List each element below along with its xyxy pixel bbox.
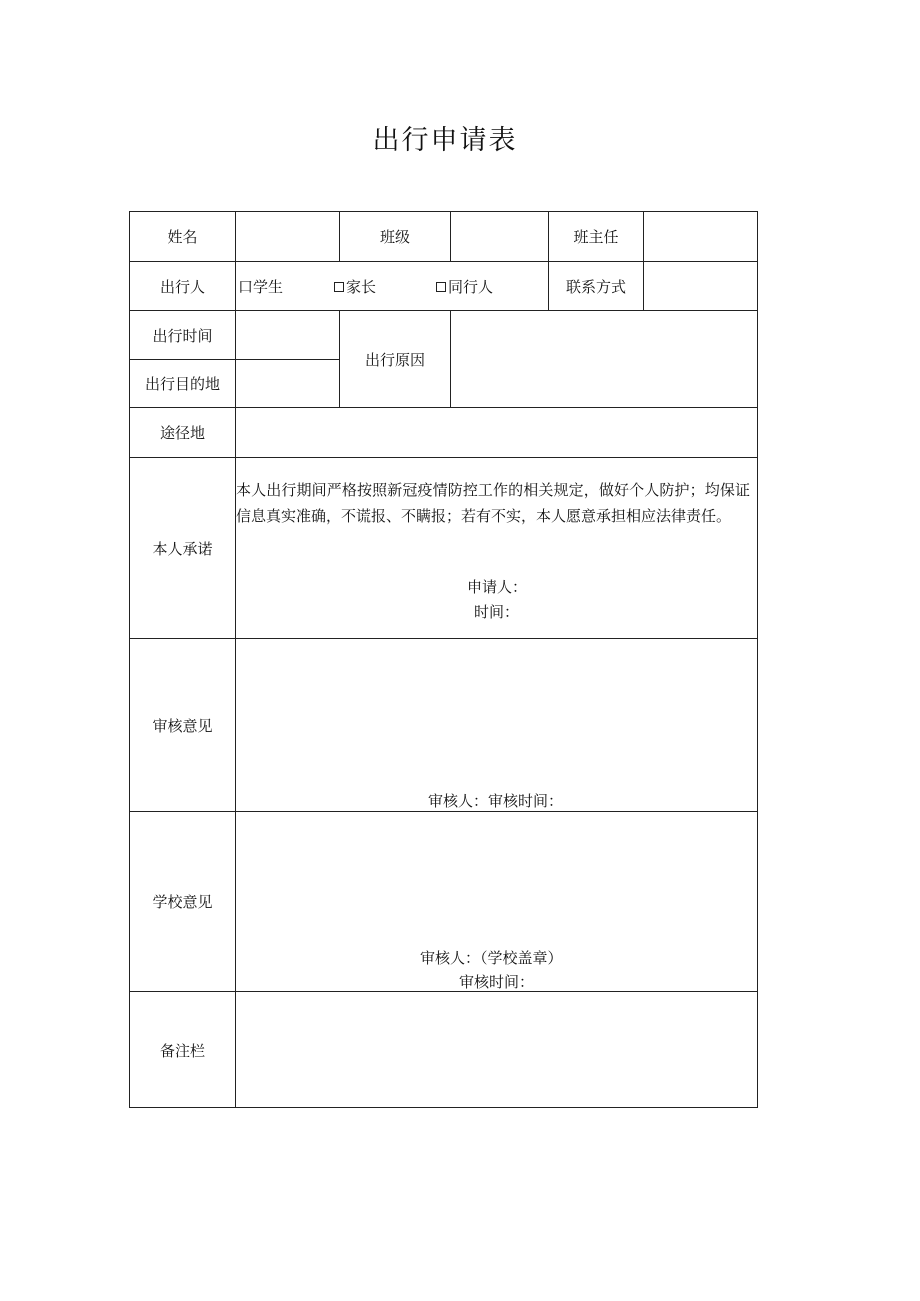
traveler-option-parent[interactable] xyxy=(334,276,376,297)
pledge-text: 本人出行期间严格按照新冠疫情防控工作的相关规定，做好个人防护；均保证信息真实准确，不谎报、不瞒报；若有不实，本人愿意承担相应法律责任。 xyxy=(236,481,750,525)
head-teacher-field[interactable] xyxy=(644,212,758,261)
pledge-label: 本人承诺 xyxy=(152,539,213,558)
travel-reason-label: 出行原因 xyxy=(364,350,425,369)
class-field[interactable] xyxy=(451,212,548,261)
contact-field[interactable] xyxy=(644,262,758,310)
class-label: 班级 xyxy=(379,228,410,246)
name-field[interactable] xyxy=(236,212,339,261)
school-signature: 审核人：（学校盖章） xyxy=(420,949,563,967)
travel-application-form xyxy=(129,211,758,1108)
traveler-option-companion-label: 同行人 xyxy=(448,278,494,296)
review-signature: 审核人：审核时间： xyxy=(428,792,564,810)
checkbox-icon xyxy=(334,282,344,292)
traveler-option-parent-label: 家长 xyxy=(346,278,377,296)
route-label: 途径地 xyxy=(159,424,205,442)
review-opinion-label: 审核意见 xyxy=(152,716,213,735)
destination-field[interactable] xyxy=(236,360,339,407)
applicant-label: 申请人： xyxy=(467,578,528,596)
destination-label: 出行目的地 xyxy=(144,375,220,393)
school-review-time: 审核时间： xyxy=(459,973,535,991)
form-title: 出行申请表 xyxy=(372,125,518,156)
travel-reason-field[interactable] xyxy=(451,311,758,407)
applicant-time-label: 时间： xyxy=(474,603,520,621)
traveler-option-companion[interactable] xyxy=(436,276,493,297)
contact-label: 联系方式 xyxy=(565,277,626,296)
traveler-label: 出行人 xyxy=(159,277,205,296)
travel-time-label: 出行时间 xyxy=(152,326,213,345)
traveler-option-student-label: 口学生 xyxy=(238,278,284,296)
remarks-label: 备注栏 xyxy=(159,1041,205,1060)
name-label: 姓名 xyxy=(167,228,198,246)
route-field[interactable] xyxy=(236,408,758,457)
checkbox-icon xyxy=(436,282,446,292)
travel-time-field[interactable] xyxy=(236,311,339,359)
school-opinion-label: 学校意见 xyxy=(152,893,213,911)
remarks-field[interactable] xyxy=(236,992,758,1108)
traveler-option-student[interactable] xyxy=(238,276,283,297)
head-teacher-label: 班主任 xyxy=(573,228,619,246)
